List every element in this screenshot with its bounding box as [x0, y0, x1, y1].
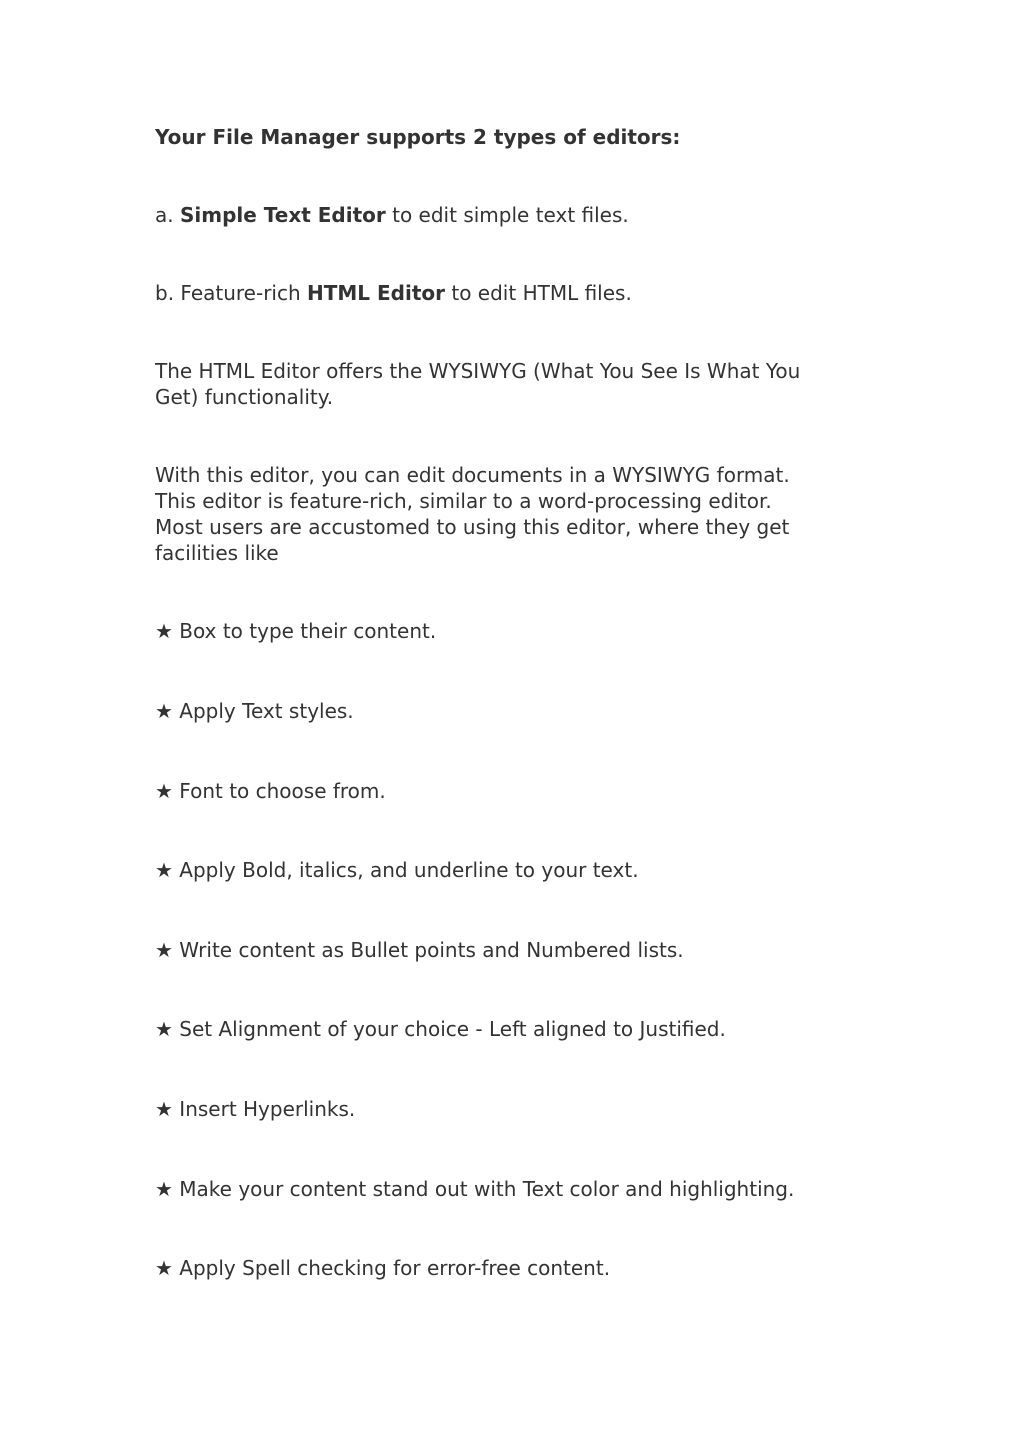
list-item: ★ Make your content stand out with Text color and highlighting.: [155, 1177, 795, 1201]
star-icon: ★: [155, 1017, 173, 1041]
star-icon: ★: [155, 1256, 173, 1280]
editor-item-a: a. Simple Text Editor to edit simple text files.: [155, 203, 629, 227]
star-icon: ★: [155, 619, 173, 643]
list-item: ★ Apply Text styles.: [155, 699, 354, 723]
editor-description-paragraph: With this editor, you can edit documents in a WYSIWYG format. This editor is feature-rich, similar to a word-processing editor. Most users are accustomed to using this editor, where they get facilities like: [155, 463, 790, 565]
star-icon: ★: [155, 1097, 173, 1121]
star-icon: ★: [155, 858, 173, 882]
list-item: ★ Font to choose from.: [155, 779, 386, 803]
list-item: ★ Box to type their content.: [155, 619, 437, 643]
html-editor-label: HTML Editor: [307, 281, 446, 305]
star-icon: ★: [155, 938, 173, 962]
star-icon: ★: [155, 779, 173, 803]
wysiwyg-paragraph: The HTML Editor offers the WYSIWYG (What You See Is What You Get) functionality.: [155, 359, 801, 409]
list-item: ★ Insert Hyperlinks.: [155, 1097, 356, 1121]
editor-item-b: b. Feature-rich HTML Editor to edit HTML files.: [155, 281, 632, 305]
list-item: ★ Apply Spell checking for error-free content.: [155, 1256, 611, 1280]
list-item: ★ Apply Bold, italics, and underline to your text.: [155, 858, 639, 882]
list-item: ★ Set Alignment of your choice - Left aligned to Justified.: [155, 1017, 726, 1041]
star-icon: ★: [155, 1177, 173, 1201]
simple-text-editor-label: Simple Text Editor: [179, 203, 386, 227]
list-item: ★ Write content as Bullet points and Numbered lists.: [155, 938, 684, 962]
star-icon: ★: [155, 699, 173, 723]
heading: Your File Manager supports 2 types of editors:: [155, 125, 681, 149]
